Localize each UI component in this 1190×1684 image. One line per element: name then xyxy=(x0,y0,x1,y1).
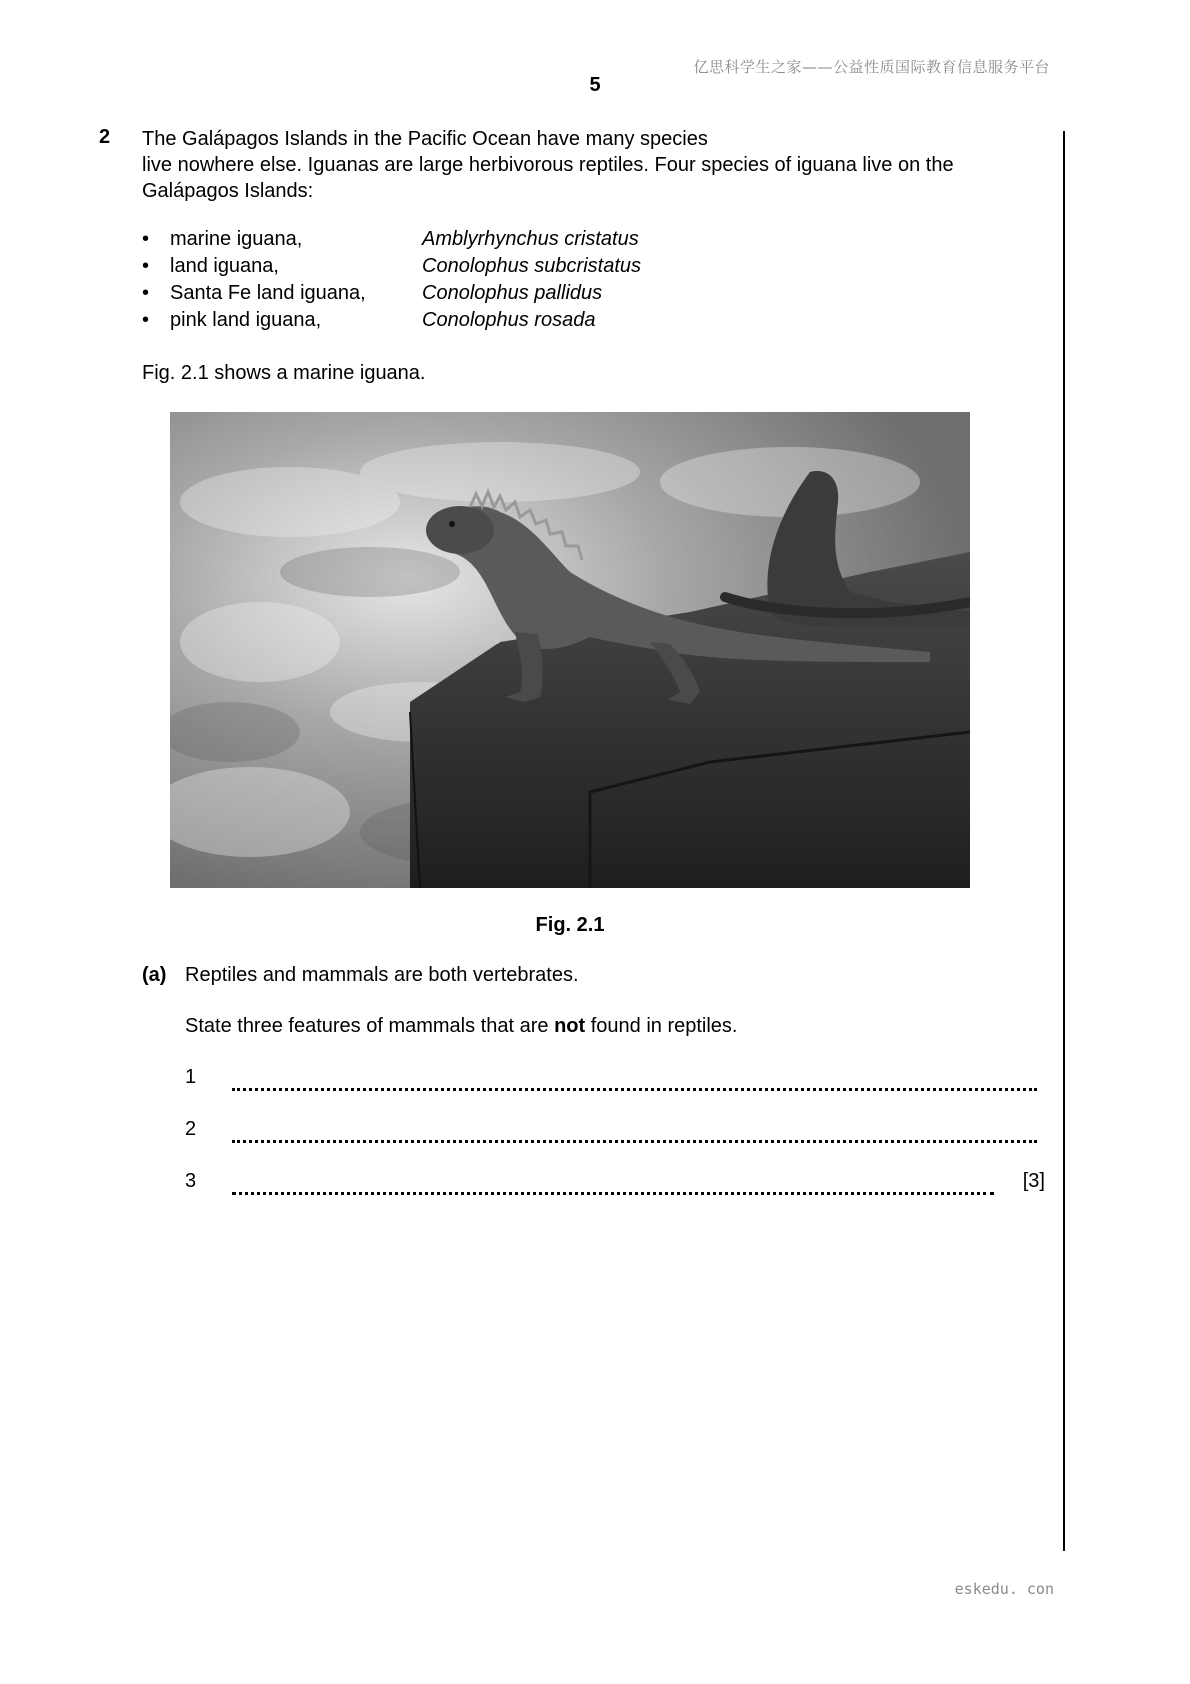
answer-line-1[interactable] xyxy=(185,1066,1045,1096)
answer-dotted-line[interactable] xyxy=(232,1192,994,1195)
iguana-illustration xyxy=(170,412,970,888)
answer-line-2[interactable] xyxy=(185,1118,1045,1148)
species-latin-name: Amblyrhynchus cristatus xyxy=(422,228,639,250)
species-latin-name: Conolophus rosada xyxy=(422,309,596,331)
part-a-instruction xyxy=(185,1015,737,1038)
instruction-emphasis: not xyxy=(554,1015,586,1037)
instruction-text-after: found in reptiles. xyxy=(585,1015,738,1037)
instruction-text-before: State three features of mammals that are xyxy=(185,1015,555,1037)
marine-iguana-photo xyxy=(170,412,970,888)
answer-dotted-line[interactable] xyxy=(232,1088,1037,1091)
answer-number: 3 xyxy=(185,1170,197,1192)
species-common-name: Santa Fe land iguana, xyxy=(170,282,366,304)
bullet-icon: • xyxy=(142,255,150,277)
species-common-name: marine iguana, xyxy=(170,228,303,250)
header-watermark: 亿思科学生之家——公益性质国际教育信息服务平台 xyxy=(693,58,1050,76)
part-a-label: (a) xyxy=(142,964,167,986)
marks-label: [3] xyxy=(1022,1170,1045,1192)
figure-caption: Fig. 2.1 xyxy=(535,914,605,936)
answer-number: 1 xyxy=(185,1066,197,1088)
part-a-text: Reptiles and mammals are both vertebrates. xyxy=(185,964,579,986)
question-intro xyxy=(142,126,1042,204)
species-common-name: land iguana, xyxy=(170,255,279,277)
species-latin-name: Conolophus subcristatus xyxy=(422,255,642,277)
figure-intro: Fig. 2.1 shows a marine iguana. xyxy=(142,362,426,384)
intro-line-1: The Galápagos Islands in the Pacific Ocean have many species xyxy=(142,128,708,150)
answer-line-3[interactable] xyxy=(185,1170,1045,1200)
page-number: 5 xyxy=(589,74,601,96)
bullet-icon: • xyxy=(142,228,150,250)
footer-watermark: eskedu. con xyxy=(954,1580,1054,1598)
species-latin-name: Conolophus pallidus xyxy=(422,282,603,304)
species-common-name: pink land iguana, xyxy=(170,309,322,331)
question-number: 2 xyxy=(99,126,111,148)
bullet-icon: • xyxy=(142,309,150,331)
intro-line-3: Galápagos Islands: xyxy=(142,180,314,202)
margin-rule xyxy=(1063,131,1065,1551)
bullet-icon: • xyxy=(142,282,150,304)
answer-dotted-line[interactable] xyxy=(232,1140,1037,1143)
intro-line-2: live nowhere else. Iguanas are large herbivorous reptiles. Four species of iguana live on the xyxy=(142,154,954,176)
answer-number: 2 xyxy=(185,1118,197,1140)
